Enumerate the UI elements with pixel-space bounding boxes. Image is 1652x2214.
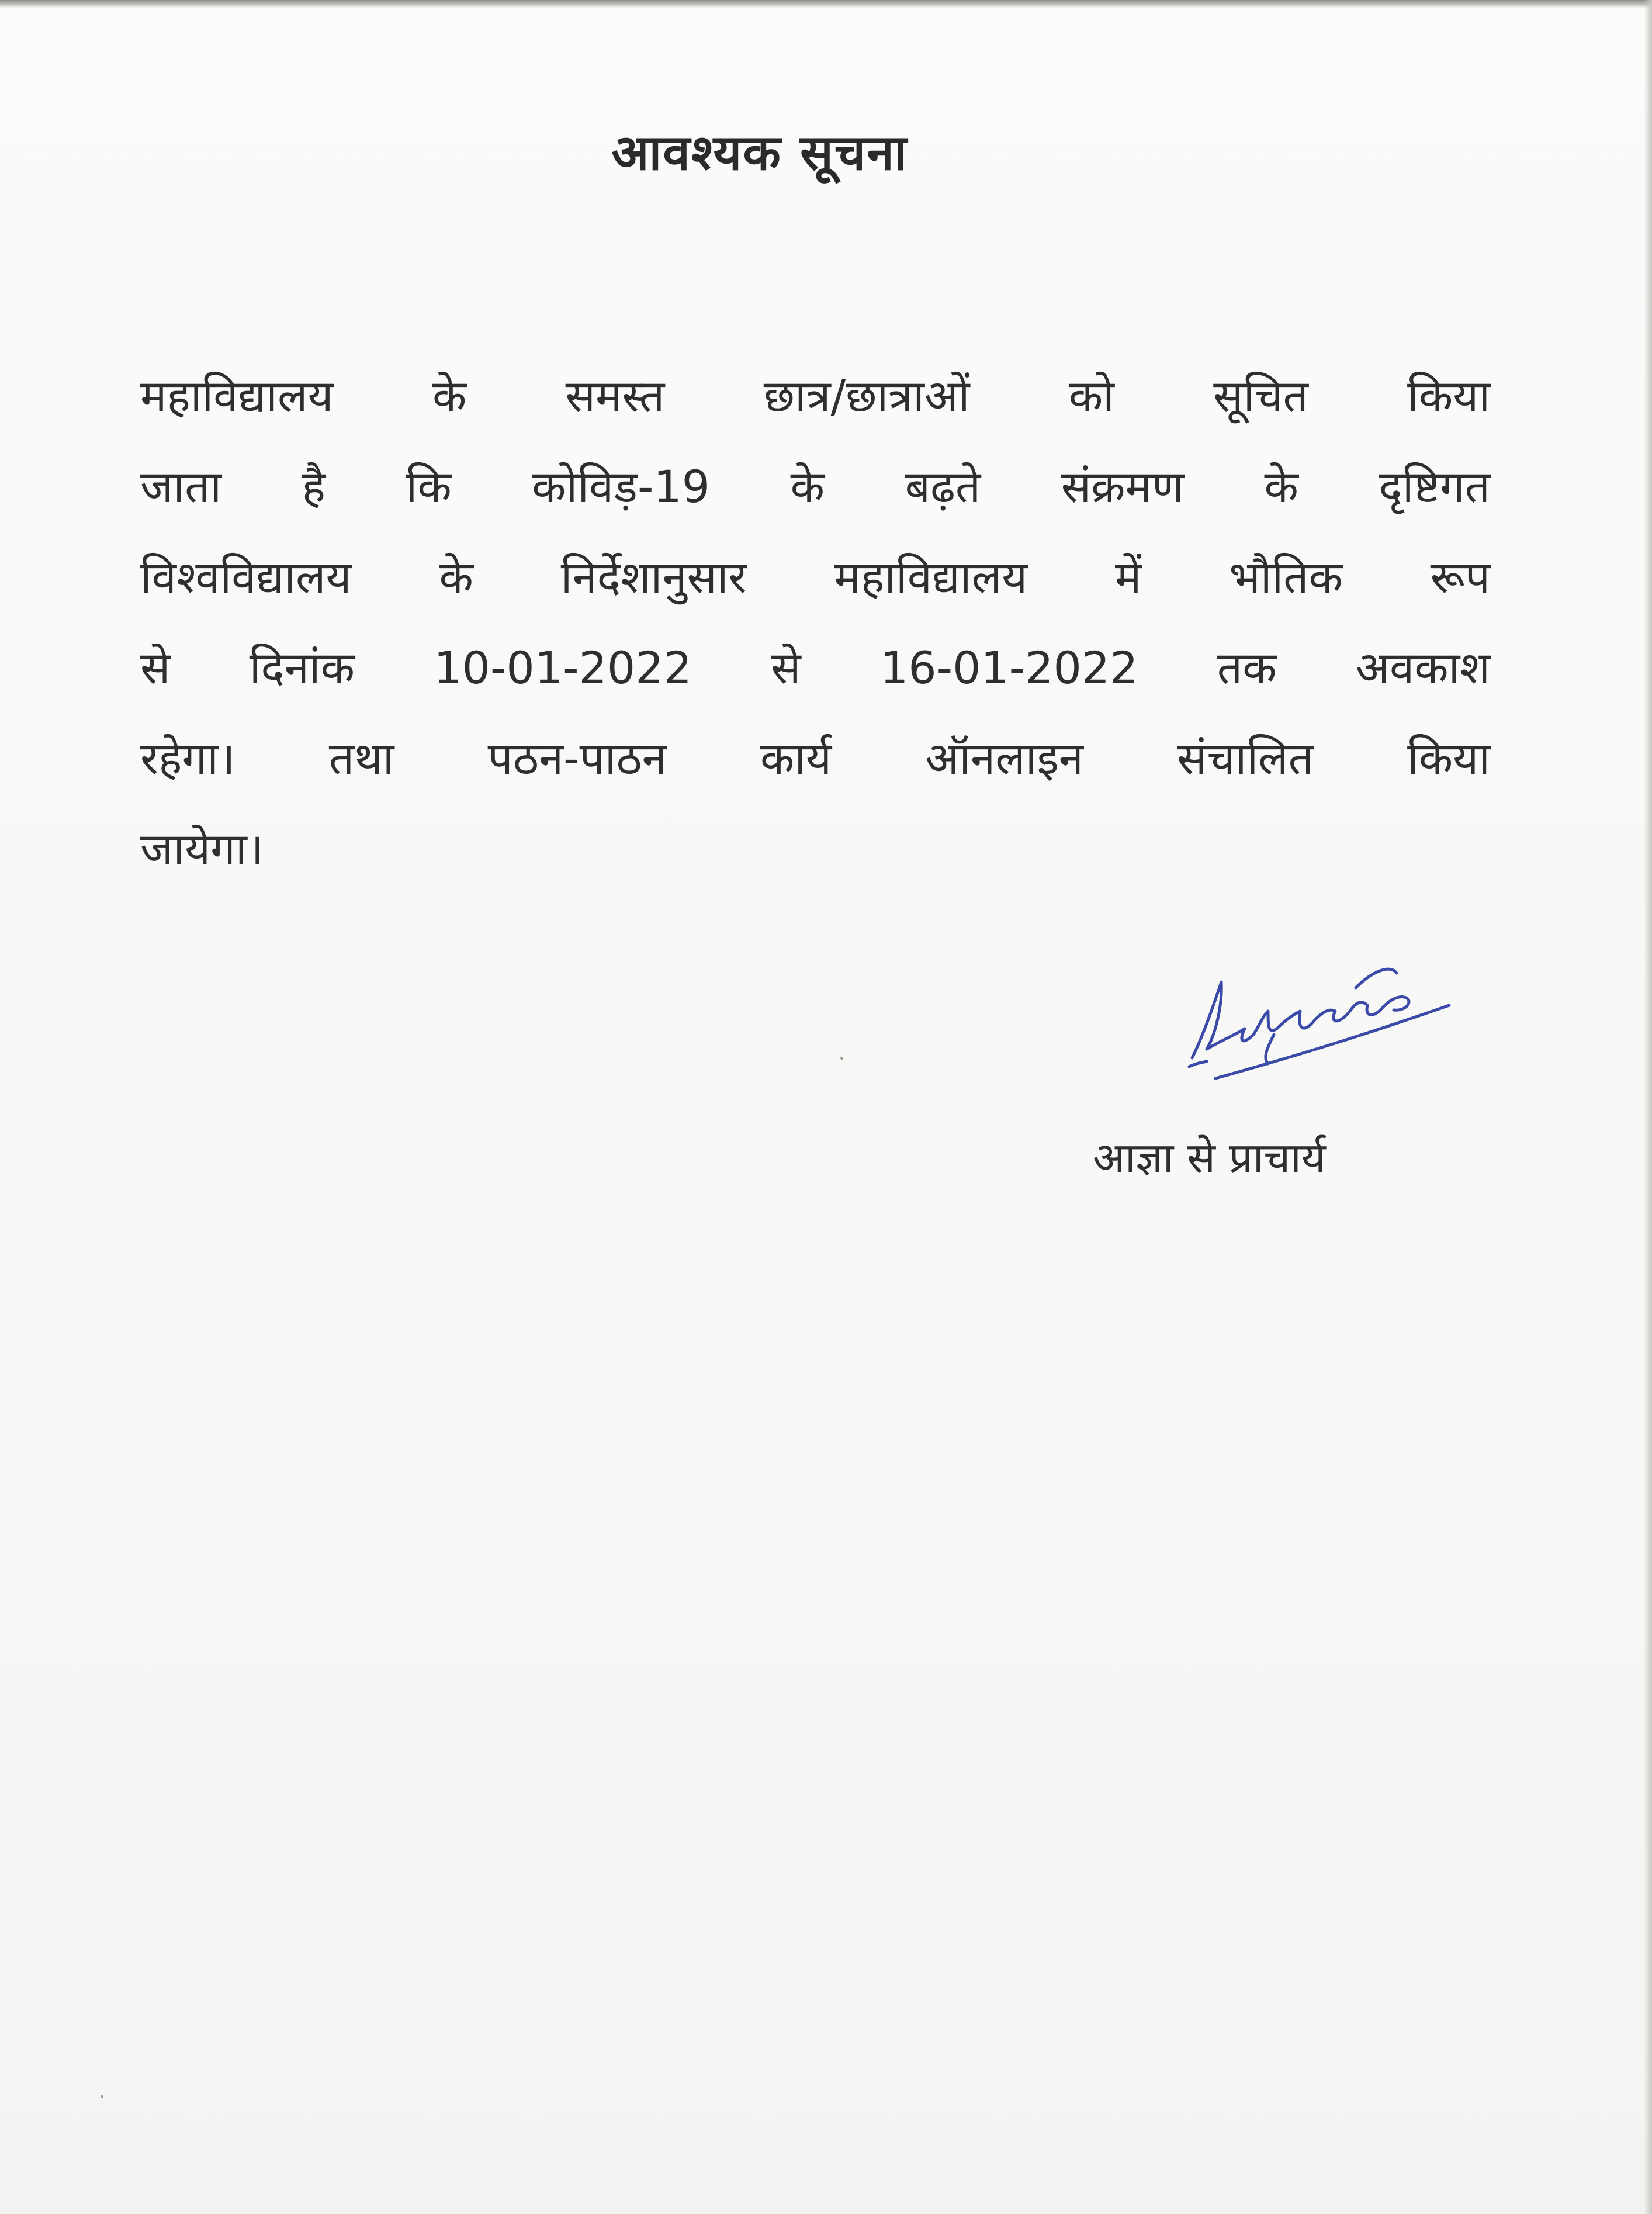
paper-right-edge <box>1644 0 1652 2214</box>
body-line: विश्वविद्यालय के निर्देशानुसार महाविद्यालय में भौतिक रूप <box>140 551 1490 603</box>
signature-caption: आज्ञा से प्राचार्य <box>1093 1133 1326 1182</box>
handwritten-signature <box>1180 947 1461 1099</box>
notice-title: आवश्यक सूचना <box>611 124 908 181</box>
paper-top-edge <box>0 0 1652 8</box>
body-line: रहेगा। तथा पठन-पाठन कार्य ऑनलाइन संचालित किया <box>140 732 1490 784</box>
body-line: से दिनांक 10-01-2022 से 16-01-2022 तक अवकाश <box>140 642 1490 694</box>
paper-speck <box>101 2095 103 2098</box>
body-line: महाविद्यालय के समस्त छात्र/छात्राओं को सूचित किया <box>140 370 1490 422</box>
body-line: जाता है कि कोविड़-19 के बढ़ते संक्रमण के दृष्टिगत <box>140 461 1490 513</box>
body-line: जायेगा। <box>140 823 264 875</box>
notice-body <box>140 351 1490 894</box>
paper-speck <box>840 1057 843 1060</box>
